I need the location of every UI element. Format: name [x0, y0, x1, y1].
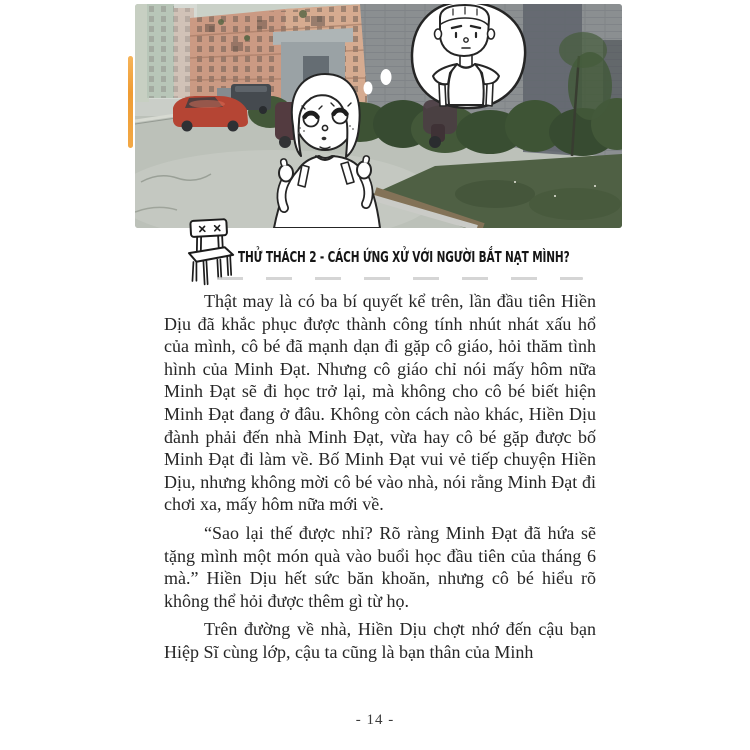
- bookmark-ribbon: [128, 56, 133, 148]
- section-heading: THỬ THÁCH 2 - CÁCH ỨNG XỬ VỚI NGƯỜI BẮT NẠT MÌNH?: [238, 248, 570, 266]
- paragraph-2: “Sao lại thế được nhỉ? Rõ ràng Minh Đạt đã hứa sẽ tặng mình một món quà vào buổi học đầu tiên của tháng 6 mà.” Hiền Dịu hết sức băn khoăn, nhưng cô bé hiểu rõ không thể hỏi được thêm gì từ họ.: [164, 522, 596, 611]
- street-photo: [135, 4, 622, 228]
- heading-underline: [217, 277, 583, 280]
- page-number: - 14 -: [355, 712, 395, 728]
- paragraph-1: Thật may là có ba bí quyết kể trên, lần đầu tiên Hiền Dịu đã khắc phục được thành công tính nhút nhát xấu hổ của mình, cô bé đã mạnh dạn đi gặp cô giáo, hỏi thăm tình hình của Minh Đạt. Nhưng cô giáo chỉ nói mấy hôm nữa Minh Đạt sẽ đi học trở lại, mà không cho cô bé biết hiện Minh Đạt đang ở đâu. Không còn cách nào khác, Hiền Dịu đành phải đến nhà Minh Đạt, vừa hay cô bé gặp được bố Minh Đạt đi làm về. Bố Minh Đạt vui vẻ tiếp chuyện Hiền Dịu, nhưng không mời cô bé vào nhà, nói rằng Minh Đạt đi chơi xa, mấy hôm nữa mới về.: [164, 291, 596, 515]
- paragraph-3: Trên đường về nhà, Hiền Dịu chợt nhớ đến cậu bạn Hiệp Sĩ cùng lớp, cậu ta cũng là bạn thân của Minh: [164, 619, 596, 662]
- body-text: [164, 290, 596, 670]
